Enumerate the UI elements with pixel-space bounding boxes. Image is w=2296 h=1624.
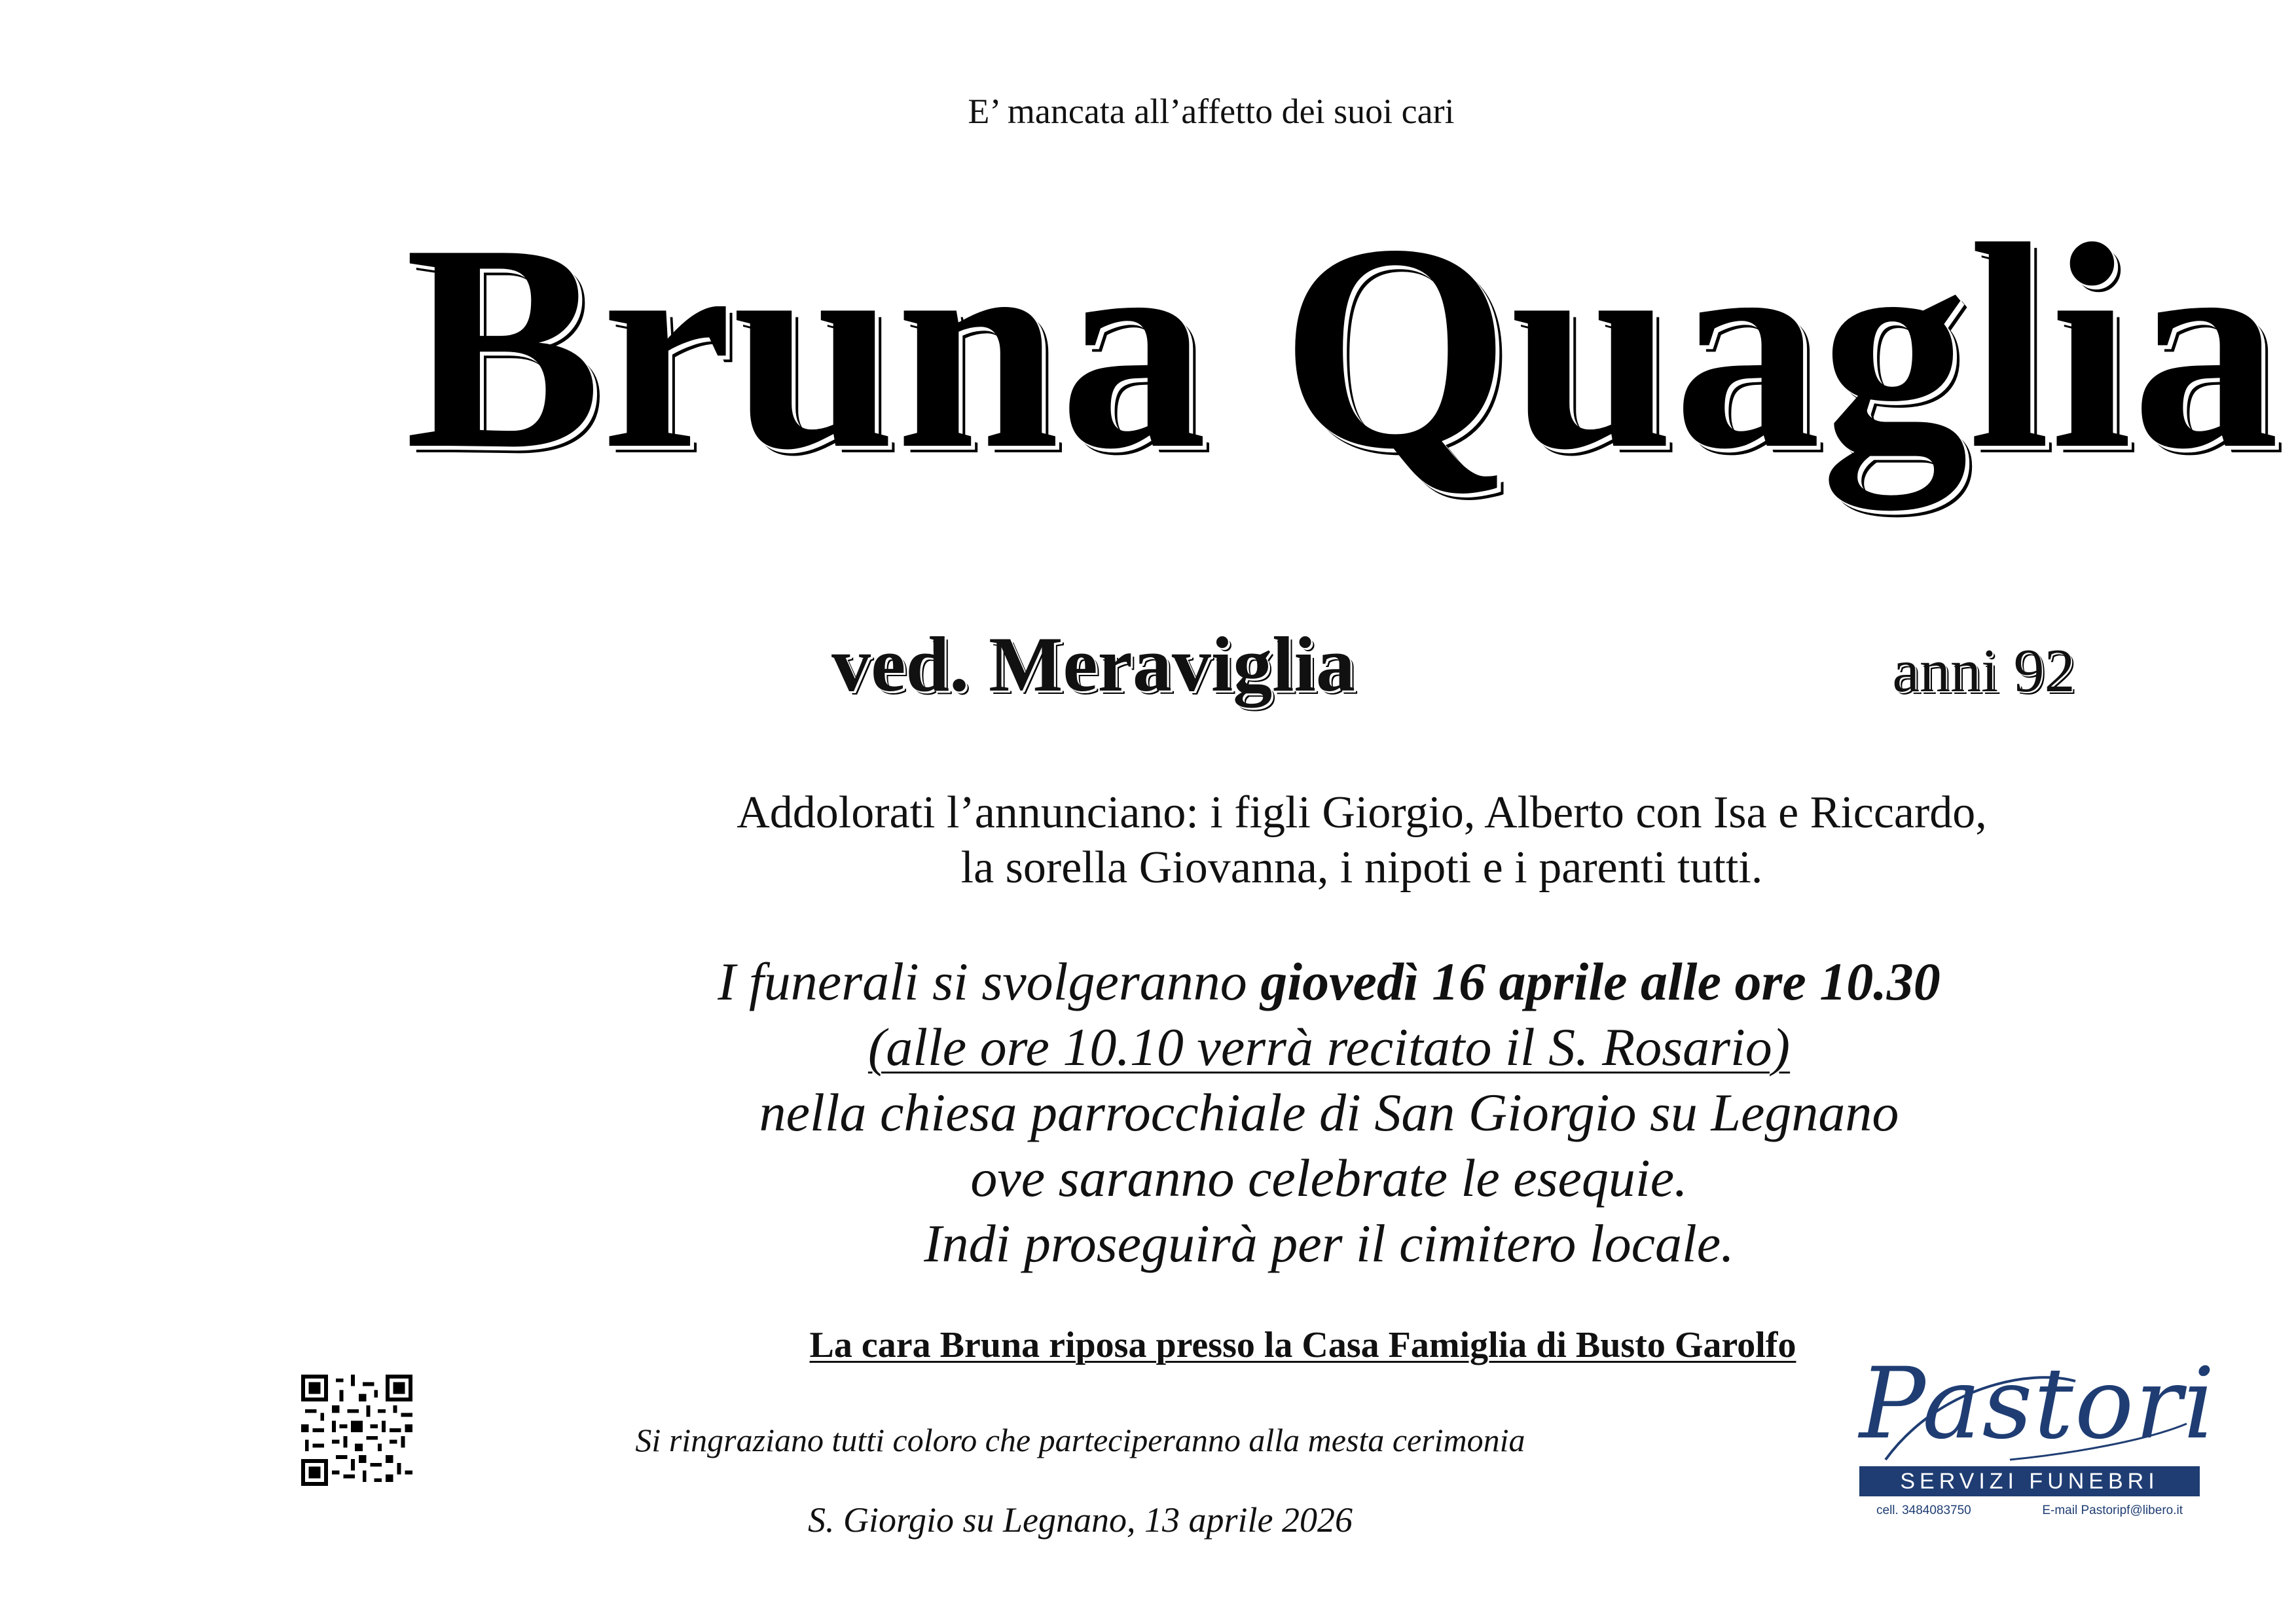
funeral-line-1 <box>511 949 2147 1015</box>
resting-place-note: La cara Bruna riposa presso la Casa Famiglia di Busto Garolfo <box>809 1325 1796 1365</box>
thanks-note: Si ringraziano tutti coloro che parteciperanno alla mesta cerimonia <box>635 1422 1525 1458</box>
widow-of-name: ved. Meraviglia <box>831 621 1355 708</box>
funeral-line-2 <box>511 1015 2147 1080</box>
place-and-date: S. Giorgio su Legnano, 13 aprile 2026 <box>807 1500 1353 1540</box>
funeral-line-1-prefix: I funerali si svolgeranno <box>718 952 1261 1011</box>
logo-script-name: Pastori <box>1859 1347 2216 1461</box>
intro-text: E’ mancata all’affetto dei suoi cari <box>968 92 1455 131</box>
announcement-line-1: Addolorati l’annunciano: i figli Giorgio, Alberto con Isa e Riccardo, <box>737 787 1987 838</box>
logo-phone: cell. 3484083750 <box>1876 1504 1971 1517</box>
funeral-details <box>511 949 2147 1276</box>
announcement-line-2: la sorella Giovanna, i nipoti e i parenti tutti. <box>960 842 1763 893</box>
logo-contacts <box>1859 1503 2200 1519</box>
qr-code-icon <box>301 1375 412 1486</box>
funeral-home-logo <box>1859 1347 2216 1538</box>
rosary-note: (alle ore 10.10 verrà recitato il S. Rosario) <box>867 1017 1791 1077</box>
logo-tagline: SERVIZI FUNEBRI <box>1859 1466 2200 1496</box>
deceased-name: Bruna Quaglia <box>405 184 2280 510</box>
logo-email: E-mail Pastoripf@libero.it <box>2042 1504 2183 1517</box>
funeral-line-3: nella chiesa parrocchiale di San Giorgio su Legnano <box>759 1083 1899 1142</box>
announcement <box>576 785 2147 895</box>
age-label: anni 92 <box>1892 637 2075 705</box>
funeral-line-4: ove saranno celebrate le esequie. <box>970 1148 1688 1208</box>
funeral-date-time: giovedì 16 aprile alle ore 10.30 <box>1260 952 1941 1011</box>
funeral-line-5: Indi proseguirà per il cimitero locale. <box>924 1214 1734 1273</box>
